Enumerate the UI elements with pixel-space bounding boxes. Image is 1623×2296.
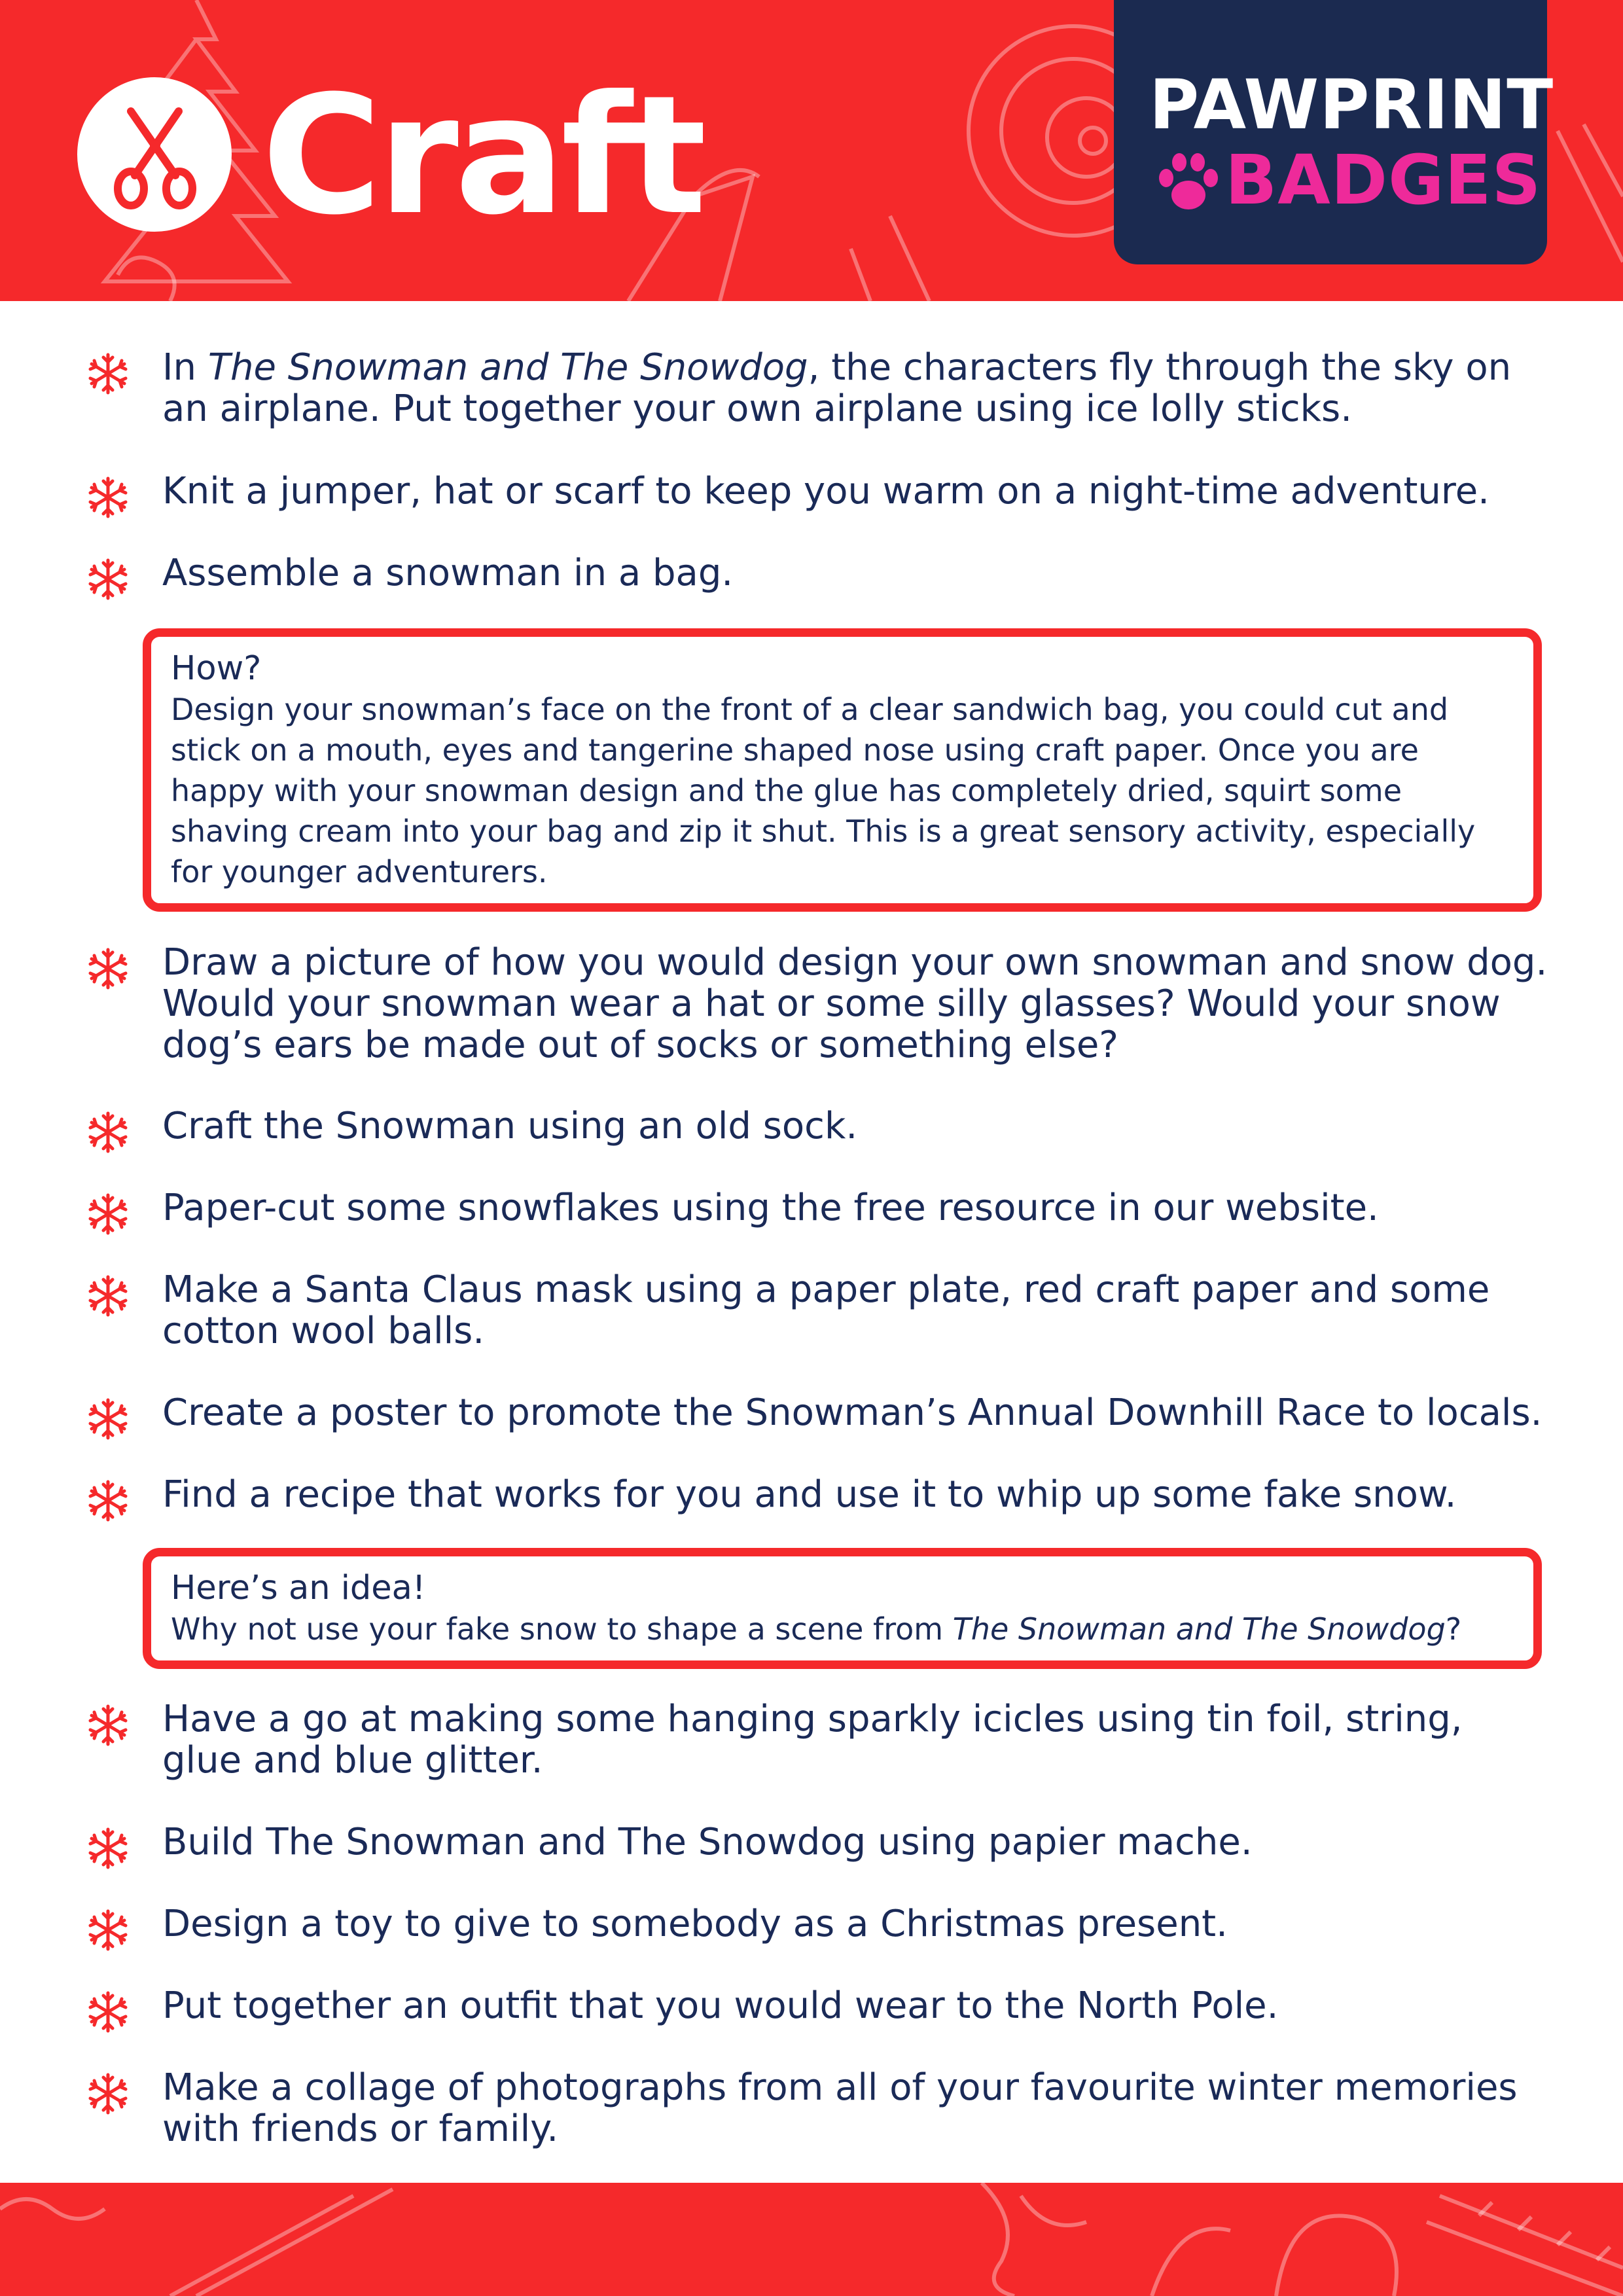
- list-item-text: Find a recipe that works for you and use it to whip up some fake snow.: [162, 1473, 1457, 1516]
- list-item-text: Paper-cut some snowflakes using the free resource in our website.: [162, 1187, 1379, 1229]
- how-box-title: How?: [171, 649, 262, 688]
- snowflake-icon: [85, 2071, 131, 2117]
- list-item-text: Make a collage of photographs from all of your favourite winter memories with friends or family.: [162, 2066, 1518, 2150]
- list-item-text: Put together an outfit that you would wear to the North Pole.: [162, 1984, 1279, 2027]
- activity-list: [0, 301, 1623, 2183]
- scissors-icon: [77, 77, 232, 232]
- snowflake-icon: [85, 351, 131, 397]
- snowflake-icon: [85, 1109, 131, 1155]
- snowflake-icon: [85, 475, 131, 520]
- idea-box-title: Here’s an idea!: [171, 1569, 426, 1607]
- idea-box-body: Why not use your fake snow to shape a scene from The Snowman and The Snowdog?: [171, 1611, 1462, 1647]
- snowflake-icon: [85, 1989, 131, 2035]
- scissors-badge: [77, 77, 232, 232]
- list-item-text: Assemble a snowman in a bag.: [162, 552, 734, 594]
- list-item-text: Build The Snowman and The Snowdog using papier mache.: [162, 1821, 1253, 1863]
- how-info-box: [143, 628, 1542, 912]
- logo-line-badges: BADGES: [1225, 140, 1542, 220]
- list-item-text: Knit a jumper, hat or scarf to keep you warm on a night-time adventure.: [162, 470, 1489, 512]
- how-box-body: Design your snowman’s face on the front of a clear sandwich bag, you could cut and stick on a mouth, eyes and tangerine shaped nose using craft paper. Once you are happy with your snowman design and the glue has completely dried, squirt some shaving cream into your bag and zip it shut. This is a great sensory activity, especially for younger adventurers.: [171, 692, 1476, 889]
- list-item-text: Have a go at making some hanging sparkly icicles using tin foil, string, glue and blue glitter.: [162, 1698, 1463, 1782]
- paw-icon: [1154, 149, 1222, 217]
- page-footer: [0, 2183, 1623, 2296]
- pawprint-badges-logo: [1114, 0, 1554, 264]
- christmas-doodles-decoration: [0, 2183, 1623, 2296]
- snowflake-icon: [85, 1907, 131, 1953]
- idea-info-box: [143, 1548, 1542, 1669]
- list-item-text: Make a Santa Claus mask using a paper plate, red craft paper and some cotton wool balls.: [162, 1268, 1490, 1352]
- logo-line-pawprint: PAWPRINT: [1149, 65, 1554, 145]
- list-item-text: Draw a picture of how you would design your own snowman and snow dog. Would your snowman wear a hat or some silly glasses? Would your snow dog’s ears be made out of socks or something else?: [162, 941, 1548, 1066]
- list-item-text: Craft the Snowman using an old sock.: [162, 1105, 858, 1147]
- snowflake-icon: [85, 1702, 131, 1748]
- snowflake-icon: [85, 1191, 131, 1237]
- snowflake-icon: [85, 1478, 131, 1524]
- list-item-text: Design a toy to give to somebody as a Christmas present.: [162, 1903, 1228, 1945]
- page-title: Craft: [262, 60, 703, 251]
- snowflake-icon: [85, 1396, 131, 1442]
- page-header: [0, 0, 1623, 301]
- snowflake-icon: [85, 1273, 131, 1319]
- list-item-text: Create a poster to promote the Snowman’s Annual Downhill Race to locals.: [162, 1391, 1543, 1434]
- snowflake-icon: [85, 556, 131, 602]
- list-item-text: In The Snowman and The Snowdog, the characters fly through the sky on an airplane. Put together your own airplane using ice lolly sticks.: [162, 346, 1512, 430]
- snowflake-icon: [85, 1825, 131, 1871]
- snowflake-icon: [85, 946, 131, 992]
